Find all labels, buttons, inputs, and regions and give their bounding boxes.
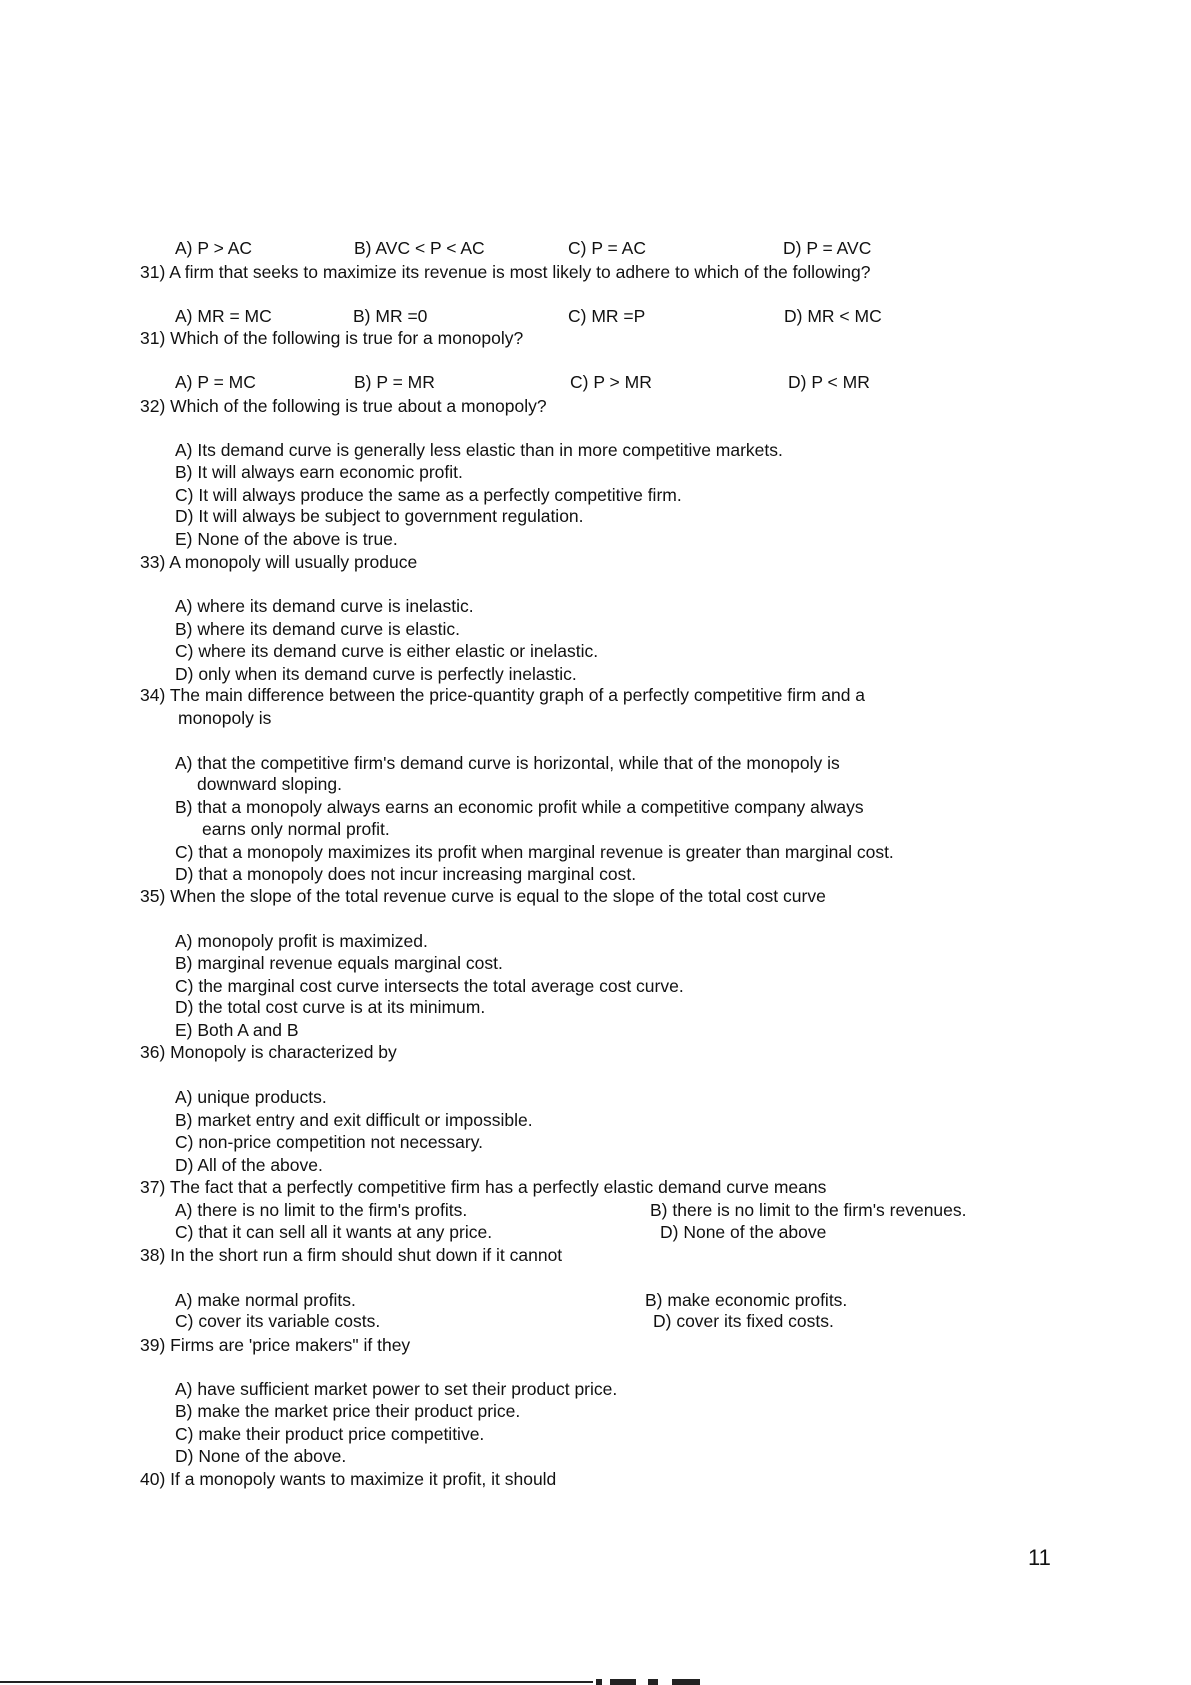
- q37-option-a: A) there is no limit to the firm's profits.: [175, 1200, 468, 1220]
- q33-option-d: D) only when its demand curve is perfectly inelastic.: [175, 664, 577, 684]
- page-number: 11: [1028, 1545, 1051, 1570]
- question-34-stem-cont: monopoly is: [178, 708, 272, 728]
- question-32-stem: 32) Which of the following is true about a monopoly?: [140, 396, 547, 416]
- question-35-stem: 35) When the slope of the total revenue curve is equal to the slope of the total cost curve: [140, 886, 826, 906]
- q35-option-d: D) the total cost curve is at its minimum.: [175, 997, 486, 1017]
- q34-option-c: C) that a monopoly maximizes its profit when marginal revenue is greater than marginal cost.: [175, 842, 894, 862]
- page-bottom-rule: [0, 1681, 593, 1683]
- q39-option-b: B) make the market price their product price.: [175, 1401, 521, 1421]
- question-38-stem: 38) In the short run a firm should shut down if it cannot: [140, 1245, 563, 1265]
- q30-option-d: D) P = AVC: [783, 238, 872, 258]
- q31a-option-a: A) MR = MC: [175, 306, 272, 326]
- page-bottom-marks: [596, 1679, 716, 1685]
- q31a-option-d: D) MR < MC: [784, 306, 882, 326]
- q32-option-e: E) None of the above is true.: [175, 529, 398, 549]
- q36-option-d: D) All of the above.: [175, 1155, 323, 1175]
- question-37-stem: 37) The fact that a perfectly competitive firm has a perfectly elastic demand curve means: [140, 1177, 827, 1197]
- question-39-stem: 39) Firms are 'price makers" if they: [140, 1335, 411, 1355]
- q30-option-a: A) P > AC: [175, 238, 253, 258]
- q31b-option-a: A) P = MC: [175, 372, 256, 392]
- q34-option-b: B) that a monopoly always earns an economic profit while a competitive company always: [175, 797, 864, 817]
- question-34-stem: 34) The main difference between the price-quantity graph of a perfectly competitive firm and a: [140, 685, 866, 705]
- question-36-stem: 36) Monopoly is characterized by: [140, 1042, 397, 1062]
- q31b-option-c: C) P > MR: [570, 372, 652, 392]
- q30-option-b: B) AVC < P < AC: [354, 238, 485, 258]
- q39-option-c: C) make their product price competitive.: [175, 1424, 485, 1444]
- q38-option-a: A) make normal profits.: [175, 1290, 356, 1310]
- q30-option-c: C) P = AC: [568, 238, 646, 258]
- q35-option-e: E) Both A and B: [175, 1020, 299, 1040]
- q35-option-b: B) marginal revenue equals marginal cost.: [175, 953, 503, 973]
- q35-option-c: C) the marginal cost curve intersects the total average cost curve.: [175, 976, 684, 996]
- q37-option-b: B) there is no limit to the firm's revenues.: [650, 1200, 967, 1220]
- q34-option-a-cont: downward sloping.: [197, 774, 342, 794]
- q31a-option-b: B) MR =0: [353, 306, 428, 326]
- q39-option-a: A) have sufficient market power to set their product price.: [175, 1379, 618, 1399]
- q32-option-c: C) It will always produce the same as a perfectly competitive firm.: [175, 485, 682, 505]
- q38-option-c: C) cover its variable costs.: [175, 1311, 381, 1331]
- q32-option-a: A) Its demand curve is generally less elastic than in more competitive markets.: [175, 440, 783, 460]
- question-33-stem: 33) A monopoly will usually produce: [140, 552, 418, 572]
- q32-option-d: D) It will always be subject to government regulation.: [175, 506, 584, 526]
- q38-option-d: D) cover its fixed costs.: [653, 1311, 834, 1331]
- q33-option-b: B) where its demand curve is elastic.: [175, 619, 460, 639]
- q36-option-b: B) market entry and exit difficult or impossible.: [175, 1110, 533, 1130]
- q31b-option-b: B) P = MR: [354, 372, 435, 392]
- q36-option-c: C) non-price competition not necessary.: [175, 1132, 484, 1152]
- q37-option-d: D) None of the above: [660, 1222, 827, 1242]
- q31b-option-d: D) P < MR: [788, 372, 870, 392]
- q38-option-b: B) make economic profits.: [645, 1290, 848, 1310]
- question-31a-stem: 31) A firm that seeks to maximize its revenue is most likely to adhere to which of the following?: [140, 262, 871, 282]
- q31a-option-c: C) MR =P: [568, 306, 646, 326]
- q34-option-b-cont: earns only normal profit.: [202, 819, 390, 839]
- q37-option-c: C) that it can sell all it wants at any price.: [175, 1222, 493, 1242]
- q34-option-d: D) that a monopoly does not incur increasing marginal cost.: [175, 864, 637, 884]
- question-31b-stem: 31) Which of the following is true for a monopoly?: [140, 328, 524, 348]
- question-40-stem: 40) If a monopoly wants to maximize it profit, it should: [140, 1469, 557, 1489]
- q36-option-a: A) unique products.: [175, 1087, 327, 1107]
- q35-option-a: A) monopoly profit is maximized.: [175, 931, 428, 951]
- q33-option-a: A) where its demand curve is inelastic.: [175, 596, 474, 616]
- q39-option-d: D) None of the above.: [175, 1446, 347, 1466]
- q33-option-c: C) where its demand curve is either elastic or inelastic.: [175, 641, 599, 661]
- q34-option-a: A) that the competitive firm's demand curve is horizontal, while that of the monopoly is: [175, 753, 840, 773]
- q32-option-b: B) It will always earn economic profit.: [175, 462, 463, 482]
